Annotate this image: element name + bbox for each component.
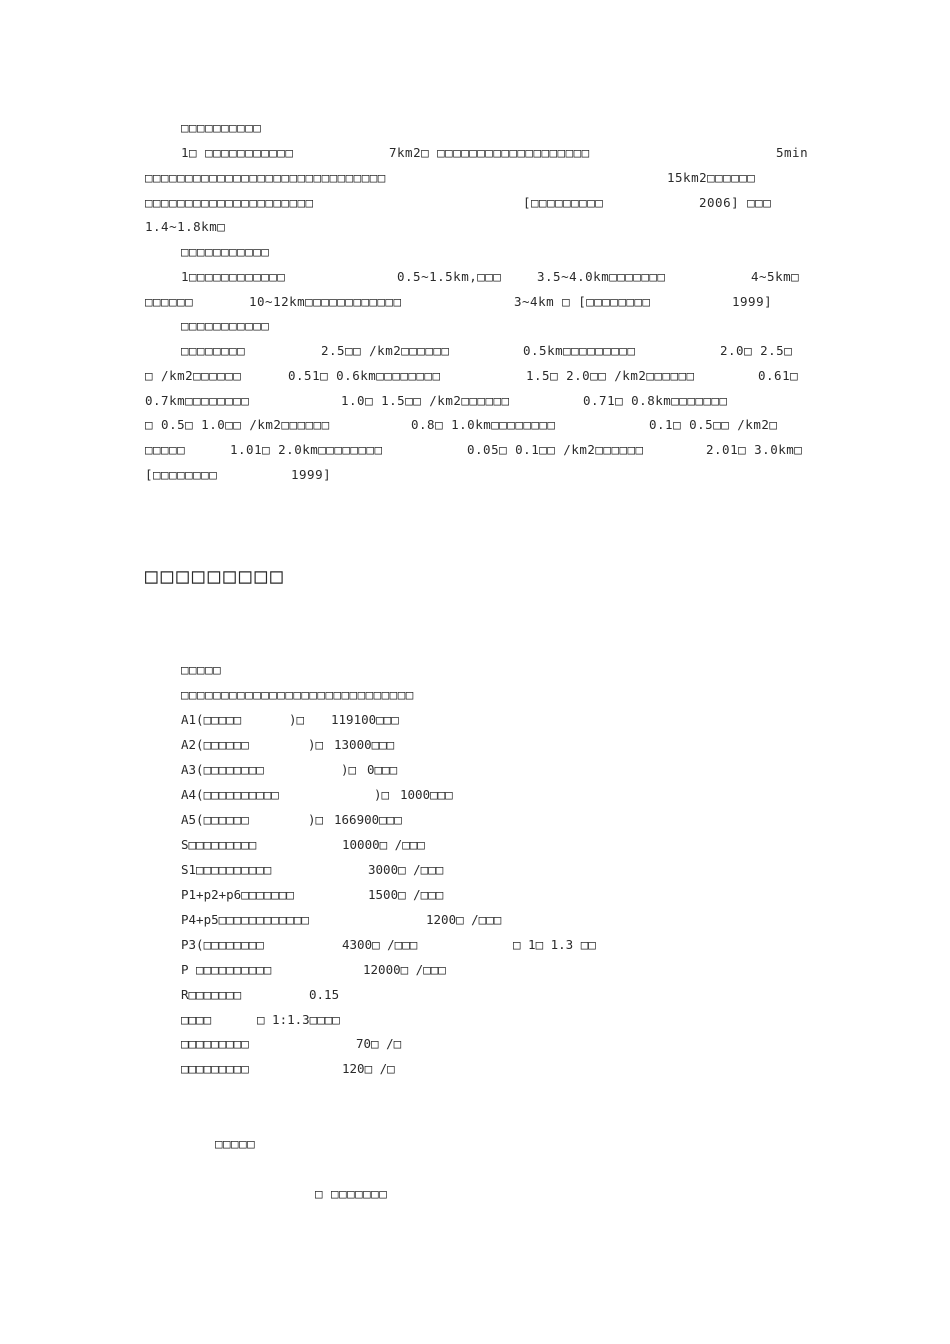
param-value: 3000□ /□□□ xyxy=(368,862,444,877)
para1-text: □□□□□□□□□□□□□□□□□□□□□□□□□□□□□□ xyxy=(145,170,386,185)
para1-text: 5min xyxy=(776,145,809,160)
para3-text: □□□□□ xyxy=(145,442,186,457)
para3-text: 0.5km□□□□□□□□□ xyxy=(523,343,636,358)
param-separator: )□ xyxy=(308,737,324,752)
para1-title: □□□□□□□□□□ xyxy=(181,120,262,135)
param-label: S□□□□□□□□□ xyxy=(181,837,257,852)
para1-text: □□□□□□□□□□□□□□□□□□□□□ xyxy=(145,195,314,210)
para3-text: 0.61□ xyxy=(758,368,799,383)
param-label: P □□□□□□□□□□ xyxy=(181,962,272,977)
para3-text: 2.01□ 3.0km□ xyxy=(706,442,803,457)
param-label: □□□□ xyxy=(181,1012,212,1027)
param-value: 166900□□□ xyxy=(334,812,402,827)
para3-text: 0.8□ 1.0km□□□□□□□□ xyxy=(411,417,556,432)
param-label: A5(□□□□□□ xyxy=(181,812,249,827)
param-value: 13000□□□ xyxy=(334,737,395,752)
param-label: □□□□□□□□□ xyxy=(181,1061,249,1076)
para3-text: 0.1□ 0.5□□ /km2□ xyxy=(649,417,778,432)
para1-text: 2006] □□□ xyxy=(699,195,772,210)
para1-text: 1.4~1.8km□ xyxy=(145,219,226,234)
para3-text: 2.5□□ /km2□□□□□□ xyxy=(321,343,450,358)
footer-subtitle: □ □□□□□□□ xyxy=(315,1186,388,1201)
para3-text: 0.7km□□□□□□□□ xyxy=(145,393,250,408)
para2-text: 4~5km□ xyxy=(751,269,800,284)
para3-text: 1.0□ 1.5□□ /km2□□□□□□ xyxy=(341,393,510,408)
param-value: □ 1:1.3□□□□ xyxy=(257,1012,340,1027)
param-separator: )□ xyxy=(341,762,357,777)
param-separator: )□ xyxy=(289,712,305,727)
param-separator: )□ xyxy=(374,787,390,802)
para2-text: 10~12km□□□□□□□□□□□□ xyxy=(249,294,402,309)
param-label: R□□□□□□□ xyxy=(181,987,242,1002)
param-label: P3(□□□□□□□□ xyxy=(181,937,264,952)
para2-text: 3.5~4.0km□□□□□□□ xyxy=(537,269,666,284)
param-label: S1□□□□□□□□□□ xyxy=(181,862,272,877)
section-heading: □□□□□□□□□ xyxy=(145,564,286,588)
para1-text: [□□□□□□□□□ xyxy=(523,195,604,210)
param-value: 12000□ /□□□ xyxy=(363,962,446,977)
para2-title: □□□□□□□□□□□ xyxy=(181,244,270,259)
para3-text: 2.0□ 2.5□ xyxy=(720,343,793,358)
param-label: P1+p2+p6□□□□□□□ xyxy=(181,887,294,902)
param-label: P4+p5□□□□□□□□□□□□ xyxy=(181,912,309,927)
para3-text: 1999] xyxy=(291,467,332,482)
para3-text: [□□□□□□□□ xyxy=(145,467,218,482)
param-value: 119100□□□ xyxy=(331,712,399,727)
para3-text: 0.51□ 0.6km□□□□□□□□ xyxy=(288,368,441,383)
para3-text: 1.5□ 2.0□□ /km2□□□□□□ xyxy=(526,368,695,383)
param-separator: )□ xyxy=(308,812,324,827)
param-value: 1500□ /□□□ xyxy=(368,887,444,902)
para3-text: 0.05□ 0.1□□ /km2□□□□□□ xyxy=(467,442,644,457)
para1-text: 7km2□ □□□□□□□□□□□□□□□□□□□ xyxy=(389,145,590,160)
param-label: A2(□□□□□□ xyxy=(181,737,249,752)
param-value: 0.15 xyxy=(309,987,340,1002)
para2-text: 0.5~1.5km,□□□ xyxy=(397,269,502,284)
para2-text: 1999] xyxy=(732,294,773,309)
param-note: □ 1□ 1.3 □□ xyxy=(513,937,596,952)
para3-text: 1.01□ 2.0km□□□□□□□□ xyxy=(230,442,383,457)
params-title: □□□□□ xyxy=(181,662,222,677)
para3-text: □ 0.5□ 1.0□□ /km2□□□□□□ xyxy=(145,417,330,432)
param-value: 70□ /□ xyxy=(356,1036,402,1051)
param-value: 10000□ /□□□ xyxy=(342,837,425,852)
param-value: 0□□□ xyxy=(367,762,398,777)
para3-text: □ /km2□□□□□□ xyxy=(145,368,242,383)
para3-text: □□□□□□□□ xyxy=(181,343,246,358)
para2-text: □□□□□□ xyxy=(145,294,194,309)
params-intro: □□□□□□□□□□□□□□□□□□□□□□□□□□□□□ xyxy=(181,687,414,702)
para3-text: 0.71□ 0.8km□□□□□□□ xyxy=(583,393,728,408)
param-value: 1200□ /□□□ xyxy=(426,912,502,927)
para1-text: 1□ □□□□□□□□□□□ xyxy=(181,145,294,160)
para2-text: 1□□□□□□□□□□□□ xyxy=(181,269,286,284)
para1-text: 15km2□□□□□□ xyxy=(667,170,756,185)
param-label: A1(□□□□□ xyxy=(181,712,242,727)
para2-text: 3~4km □ [□□□□□□□□ xyxy=(514,294,651,309)
param-value: 120□ /□ xyxy=(342,1061,395,1076)
footer-title: □□□□□ xyxy=(215,1136,256,1151)
param-label: A4(□□□□□□□□□□ xyxy=(181,787,279,802)
param-value: 1000□□□ xyxy=(400,787,453,802)
param-value: 4300□ /□□□ xyxy=(342,937,418,952)
param-label: A3(□□□□□□□□ xyxy=(181,762,264,777)
para3-title: □□□□□□□□□□□ xyxy=(181,318,270,333)
param-label: □□□□□□□□□ xyxy=(181,1036,249,1051)
